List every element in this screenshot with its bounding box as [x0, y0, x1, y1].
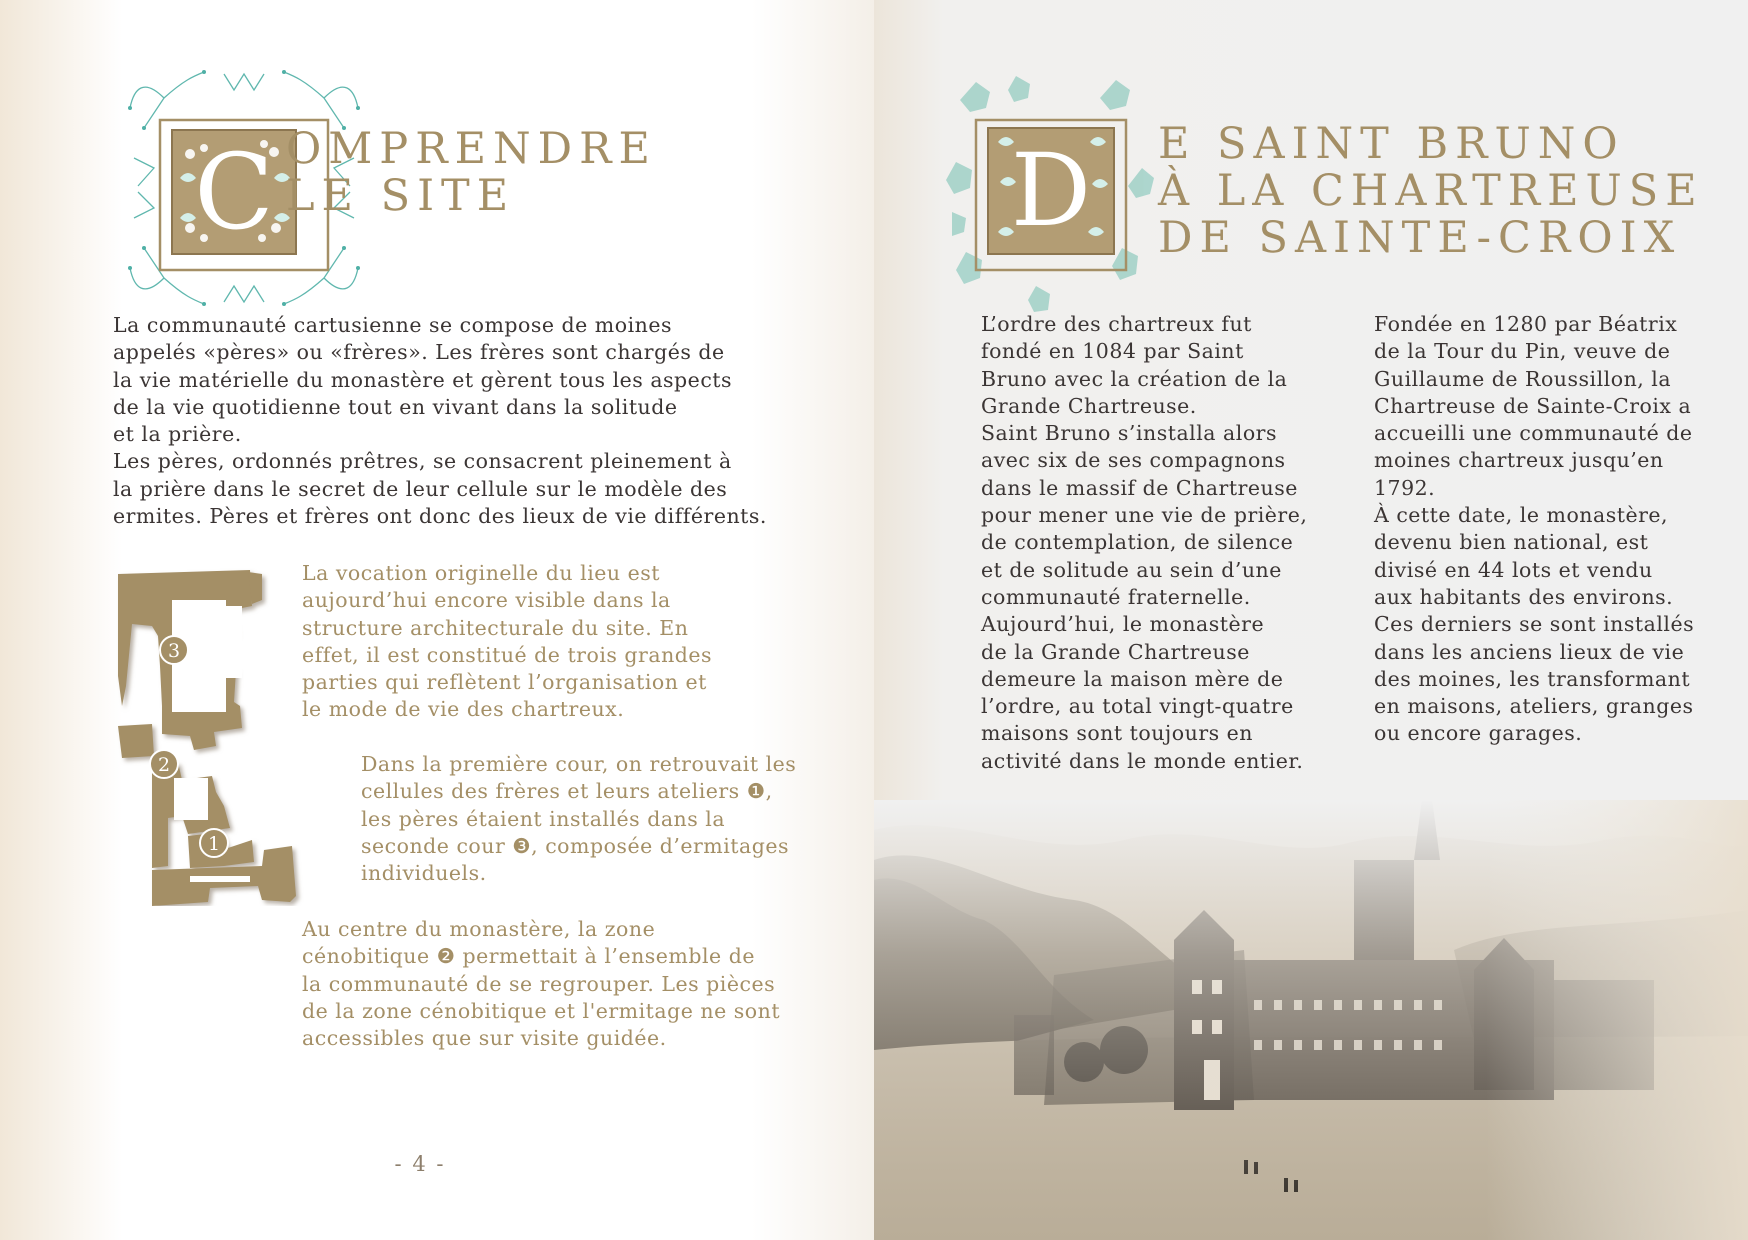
column-1-paragraph: L’ordre des chartreux fut fondé en 1084 par Saint Bruno avec la création de la Grande Chartreuse. Saint Bruno s’installa alors avec six de ses compagnons dans le massif de Chartreuse pour mener une vie de prière, de contemplation, de silence et de solitude au sein d’une communauté fraternelle. Aujourd’hui, le monastère de la Grande Chartreuse demeure la maison mère de l’ordre, au total vingt-quatre maisons sont toujours en activité dans le monde entier. [981, 312, 1308, 773]
vocation-paragraph: La vocation originelle du lieu est aujourd’hui encore visible dans la structure architecturale du site. En effet, il est constitué de trois grandes parties qui reflètent l’organisation et le mode de vie des chartreux. [302, 561, 713, 722]
column-2-paragraph: Fondée en 1280 par Béatrix de la Tour du Pin, veuve de Guillaume de Roussillon, la Chartreuse de Sainte-Croix a accueilli une communauté de moines chartreux jusqu’en 1792. À cette date, le monastère, devenu bien national, est divisé en 44 lots et vendu aux habitants des environs. Ces derniers se sont installés dans les anciens lieux de vie des moines, les transformant en maisons, ateliers, granges ou encore garages. [1374, 312, 1695, 746]
intro-paragraph: La communauté cartusienne se compose de moines appelés «pères» ou «frères». Les frères sont chargés de la vie matérielle du monastère et gèrent tous les aspects de la vie quotidienne tout en vivant dans la solitude et la prière. Les pères, ordonnés prêtres, se consacrent pleinement à la prière dans le secret de leur cellule sur le modèle des ermites. Pères et frères ont donc des lieux de vie différents. [113, 313, 767, 529]
chartreuse-engraving [874, 800, 1748, 1240]
title-line: OMPRENDRE [286, 124, 657, 174]
plan-marker-1: 1 [207, 833, 221, 855]
page-title-right [1158, 121, 1704, 262]
courtyard-paragraph: Dans la première cour, on retrouvait les cellules des frères et leurs ateliers ❶, les pères étaient installés dans la seconde cour ❸, composée d’ermitages individuels. [361, 752, 797, 886]
plan-marker-2: 2 [157, 754, 171, 776]
title-line: LE SITE [286, 171, 516, 221]
page-title-left [286, 126, 657, 220]
title-line: E SAINT BRUNO [1158, 119, 1625, 169]
center-paragraph: Au centre du monastère, la zone cénobitique ❷ permettait à l’ensemble de la communauté de se regrouper. Les pièces de la zone cénobitique et l'ermitage ne sont accessibles que sur visite guidée. [302, 917, 781, 1051]
drop-cap-d: D [1010, 132, 1092, 249]
title-line: À LA CHARTREUSE [1158, 166, 1704, 216]
right-page [874, 0, 1748, 1240]
drop-cap-c: C [194, 131, 274, 253]
plan-marker-3: 3 [167, 640, 181, 662]
title-line: DE SAINTE-CROIX [1158, 213, 1682, 263]
page-number: - 4 - [394, 1152, 446, 1176]
